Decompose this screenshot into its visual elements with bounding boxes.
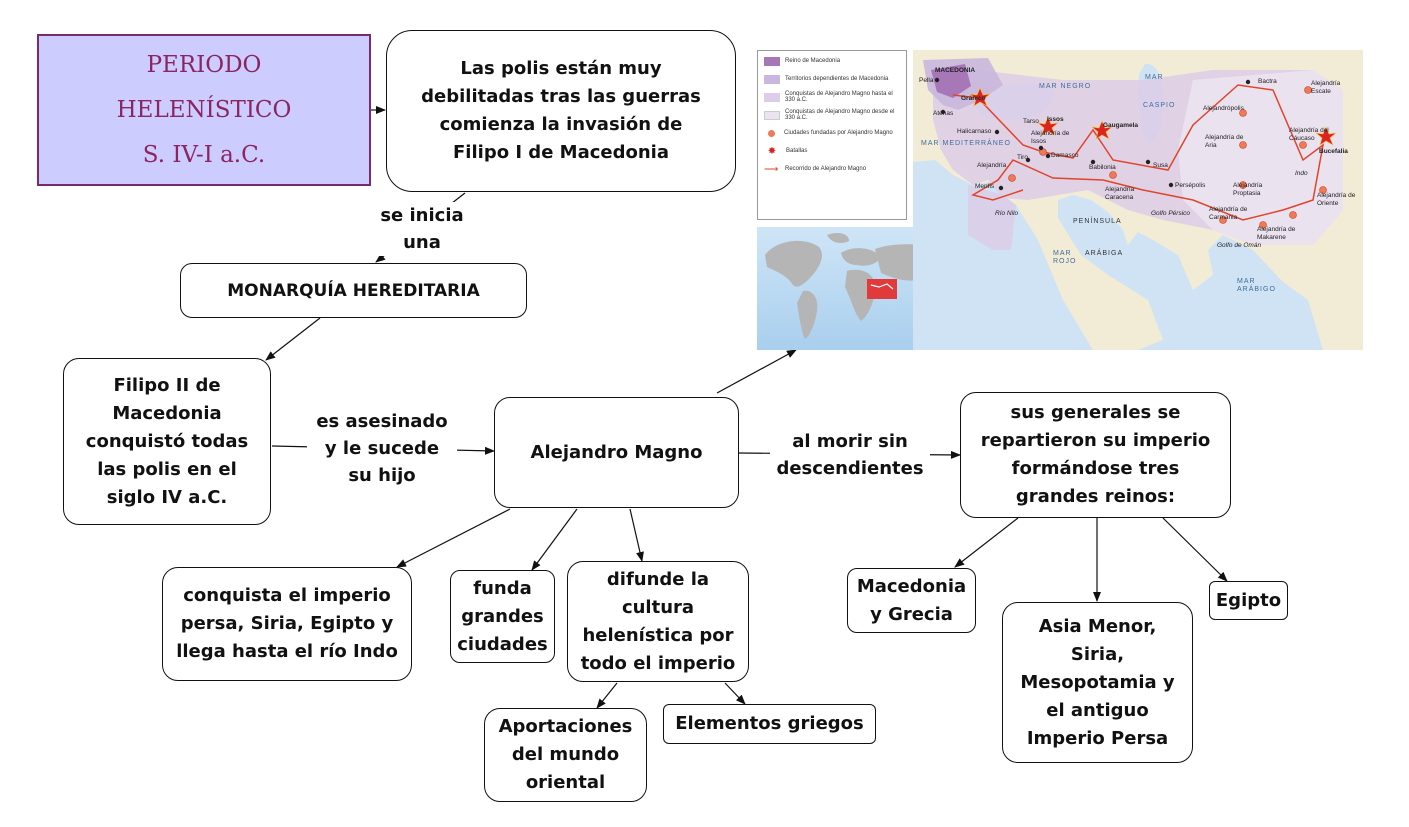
map-label-bactra: Bactra	[1258, 78, 1277, 85]
map-label-granico: Gránico	[961, 95, 986, 102]
map-legend	[757, 50, 907, 220]
node-difunde-line-2: cultura	[621, 596, 695, 618]
node-macedonia-line-1: Macedonia	[856, 575, 967, 597]
arrow-monarquia-to-filipo	[266, 318, 320, 360]
legend-swatch-conquistas-desde-330	[764, 111, 780, 120]
legend-item-1: Reino de Macedonia	[785, 58, 841, 64]
node-asia-line-3: Mesopotamia y	[1020, 671, 1175, 693]
map-label-gaugamela: Gaugamela	[1103, 122, 1139, 129]
legend-item-5: Ciudades fundadas por Alejandro Magno	[784, 130, 893, 136]
map-label-pella: Pella	[919, 77, 934, 84]
map-label-alej-caucaso: Alejandría del Cáucaso	[1289, 127, 1329, 142]
legend-item-3: Conquistas de Alejandro Magno hasta el 330 a.C.	[785, 91, 893, 103]
map-label-mar-mediterraneo: MAR MEDITERRÁNEO	[921, 140, 1011, 147]
node-asia	[1002, 602, 1193, 763]
map-label-macedonia: MACEDONIA	[935, 67, 976, 74]
battle-icon: ✸	[767, 145, 777, 157]
map-label-alej-makarene: Alejandría de Makarene	[1257, 226, 1296, 241]
arrow-generales-to-macedonia	[955, 518, 1018, 567]
map-label-alej-issos: Alejandría de Issos	[1031, 130, 1070, 145]
map-label-tarso: Tarso	[1023, 118, 1039, 125]
link-asesinado-line-3: su hijo	[348, 465, 416, 486]
node-generales	[960, 392, 1231, 518]
link-se-inicia-line-2: una	[403, 232, 441, 253]
node-generales-line-4: grandes reinos:	[1015, 486, 1176, 507]
map-label-arabiga: ARÁBIGA	[1085, 250, 1124, 257]
legend-swatch-macedonia	[764, 57, 780, 66]
node-asia-line-4: el antiguo	[1046, 699, 1149, 721]
node-asia-line-2: Siria,	[1070, 643, 1125, 665]
node-conquista-line-1: conquista el imperio	[183, 585, 391, 606]
map-label-caspio: CASPIO	[1143, 102, 1176, 109]
arrow-alejandro-to-difunde	[630, 509, 642, 561]
node-egipto	[1209, 581, 1288, 620]
city-dot-icon	[768, 130, 775, 137]
arrow-alejandro-to-funda	[532, 509, 577, 570]
arrow-alejandro-to-conquista	[397, 509, 510, 567]
link-label-asesinado	[307, 408, 457, 489]
map-label-alej-carmania: Alejandría de Carmania	[1209, 206, 1248, 221]
node-elementos	[663, 704, 876, 744]
node-macedonia-line-2: y Grecia	[870, 603, 953, 625]
map-label-babilonia: Babilonia	[1089, 164, 1116, 171]
legend-item-4: Conquistas de Alejandro Magno desde el 330 a.C.	[785, 109, 895, 121]
node-generales-line-3: formándose tres	[1011, 458, 1180, 479]
node-asia-line-1: Asia Menor,	[1038, 615, 1157, 637]
map-label-indo: Indo	[1295, 170, 1308, 177]
node-polis-line-2: debilitadas tras las guerras	[421, 86, 701, 107]
link-se-inicia-line-1: se inicia	[380, 205, 464, 226]
arrow-alejandro-to-map	[717, 350, 796, 393]
node-polis	[386, 30, 736, 192]
node-difunde	[567, 561, 749, 682]
period-title-line-2: HELENÍSTICO	[116, 96, 292, 123]
route-arrow-icon: ⟶	[764, 163, 779, 175]
link-label-al-morir	[770, 428, 930, 482]
node-aportaciones-line-2: del mundo	[511, 744, 620, 765]
node-funda-line-3: ciudades	[457, 633, 548, 655]
map-label-atenas: Atenas	[933, 110, 954, 117]
node-polis-line-1: Las polis están muy	[460, 58, 662, 79]
map-label-susa: Susa	[1153, 162, 1168, 169]
arrow-generales-to-egipto	[1163, 518, 1227, 581]
map-label-mar-negro: MAR NEGRO	[1039, 83, 1092, 90]
node-polis-line-3: comienza la invasión de	[439, 114, 683, 135]
map-label-mar-arabigo: MAR ARÁBIGO	[1237, 278, 1276, 293]
node-egipto-label: Egipto	[1215, 589, 1282, 611]
node-alejandro	[494, 397, 739, 508]
link-asesinado-line-1: es asesinado	[316, 411, 448, 432]
map-label-golfo-persico: Golfo Pérsico	[1151, 210, 1191, 217]
node-aportaciones-line-1: Aportaciones	[498, 716, 633, 737]
link-al-morir-line-2: descendientes	[776, 458, 924, 479]
period-title-line-3: S. IV-I a.C.	[142, 141, 266, 168]
node-filipo-line-5: siglo IV a.C.	[106, 486, 228, 508]
legend-item-2: Territorios dependientes de Macedonia	[785, 76, 889, 82]
node-funda-line-2: grandes	[461, 605, 544, 627]
node-macedonia	[847, 568, 976, 633]
legend-swatch-dependientes	[764, 75, 780, 84]
legend-swatch-conquistas-330	[764, 93, 780, 102]
map-label-alej-propt: Alejandría Proptasia	[1233, 182, 1263, 197]
node-polis-line-4: Filipo I de Macedonia	[453, 142, 669, 163]
map-label-mar: MAR	[1145, 74, 1164, 81]
node-filipo-line-2: Macedonia	[112, 402, 222, 424]
node-difunde-line-4: todo el imperio	[580, 652, 736, 674]
period-title-line-1: PERIODO	[146, 51, 262, 78]
link-label-se-inicia	[372, 202, 472, 256]
node-elementos-label: Elementos griegos	[675, 713, 864, 734]
map-label-alejandropolis: Alejandrópolis	[1203, 105, 1244, 112]
map-label-persepolis: Persépolis	[1175, 182, 1206, 189]
node-aportaciones	[484, 708, 647, 802]
node-asia-line-5: Imperio Persa	[1026, 727, 1169, 749]
map-label-golfo-oman: Golfo de Omán	[1217, 242, 1262, 249]
map-label-alej-aria: Alejandría de Aria	[1205, 134, 1244, 149]
legend-item-6: Batallas	[786, 148, 808, 154]
map-label-alej-escate: Alejandría Escate	[1311, 80, 1341, 95]
node-filipo-line-4: las polis en el	[97, 458, 237, 480]
node-filipo-line-1: Filipo II de	[113, 374, 221, 396]
map-label-damasco: Damasco	[1051, 152, 1079, 159]
map-label-alejandria: Alejandría	[977, 162, 1007, 169]
map-label-bucefalia: Bucefalia	[1319, 148, 1348, 155]
node-conquista	[162, 567, 412, 681]
arrow-difunde-to-elementos	[725, 683, 745, 704]
map-label-alej-oriente: Alejandría de Oriente	[1317, 192, 1356, 207]
node-difunde-line-3: helenística por	[582, 624, 734, 646]
map-label-peninsula: PENÍNSULA	[1073, 218, 1122, 225]
link-asesinado-line-2: y le sucede	[324, 438, 440, 459]
node-funda	[450, 570, 555, 663]
node-conquista-line-2: persa, Siria, Egipto y	[180, 613, 394, 634]
node-difunde-line-1: difunde la	[606, 568, 710, 590]
node-monarquia-label: MONARQUÍA HEREDITARIA	[227, 280, 480, 301]
map-label-alej-carac: Alejandría Caracena	[1105, 186, 1135, 201]
node-funda-line-1: funda	[473, 577, 532, 599]
node-filipo-line-3: conquistó todas	[85, 430, 249, 452]
map-label-tiro: Tiro	[1017, 154, 1028, 161]
node-generales-line-2: repartieron su imperio	[980, 430, 1211, 451]
node-conquista-line-3: llega hasta el río Indo	[176, 641, 398, 662]
alexander-empire-map	[913, 50, 1363, 350]
map-label-halicarnaso: Halicarnaso	[957, 128, 992, 135]
node-filipo	[63, 358, 271, 525]
legend-item-7: Recorrido de Alejandro Magno	[785, 166, 867, 172]
node-alejandro-label: Alejandro Magno	[530, 441, 703, 463]
map-label-mar-rojo: MAR ROJO	[1053, 250, 1077, 265]
map-label-rio-nilo: Río Nilo	[995, 210, 1019, 217]
node-aportaciones-line-3: oriental	[525, 772, 606, 793]
node-monarquia	[180, 263, 527, 318]
node-generales-line-1: sus generales se	[1010, 402, 1181, 423]
map-label-issos: Issos	[1047, 116, 1064, 123]
map-label-menfis: Menfis	[975, 183, 995, 190]
arrow-difunde-to-aportaciones	[597, 683, 617, 708]
period-title-box	[37, 34, 371, 186]
link-al-morir-line-1: al morir sin	[792, 431, 908, 452]
